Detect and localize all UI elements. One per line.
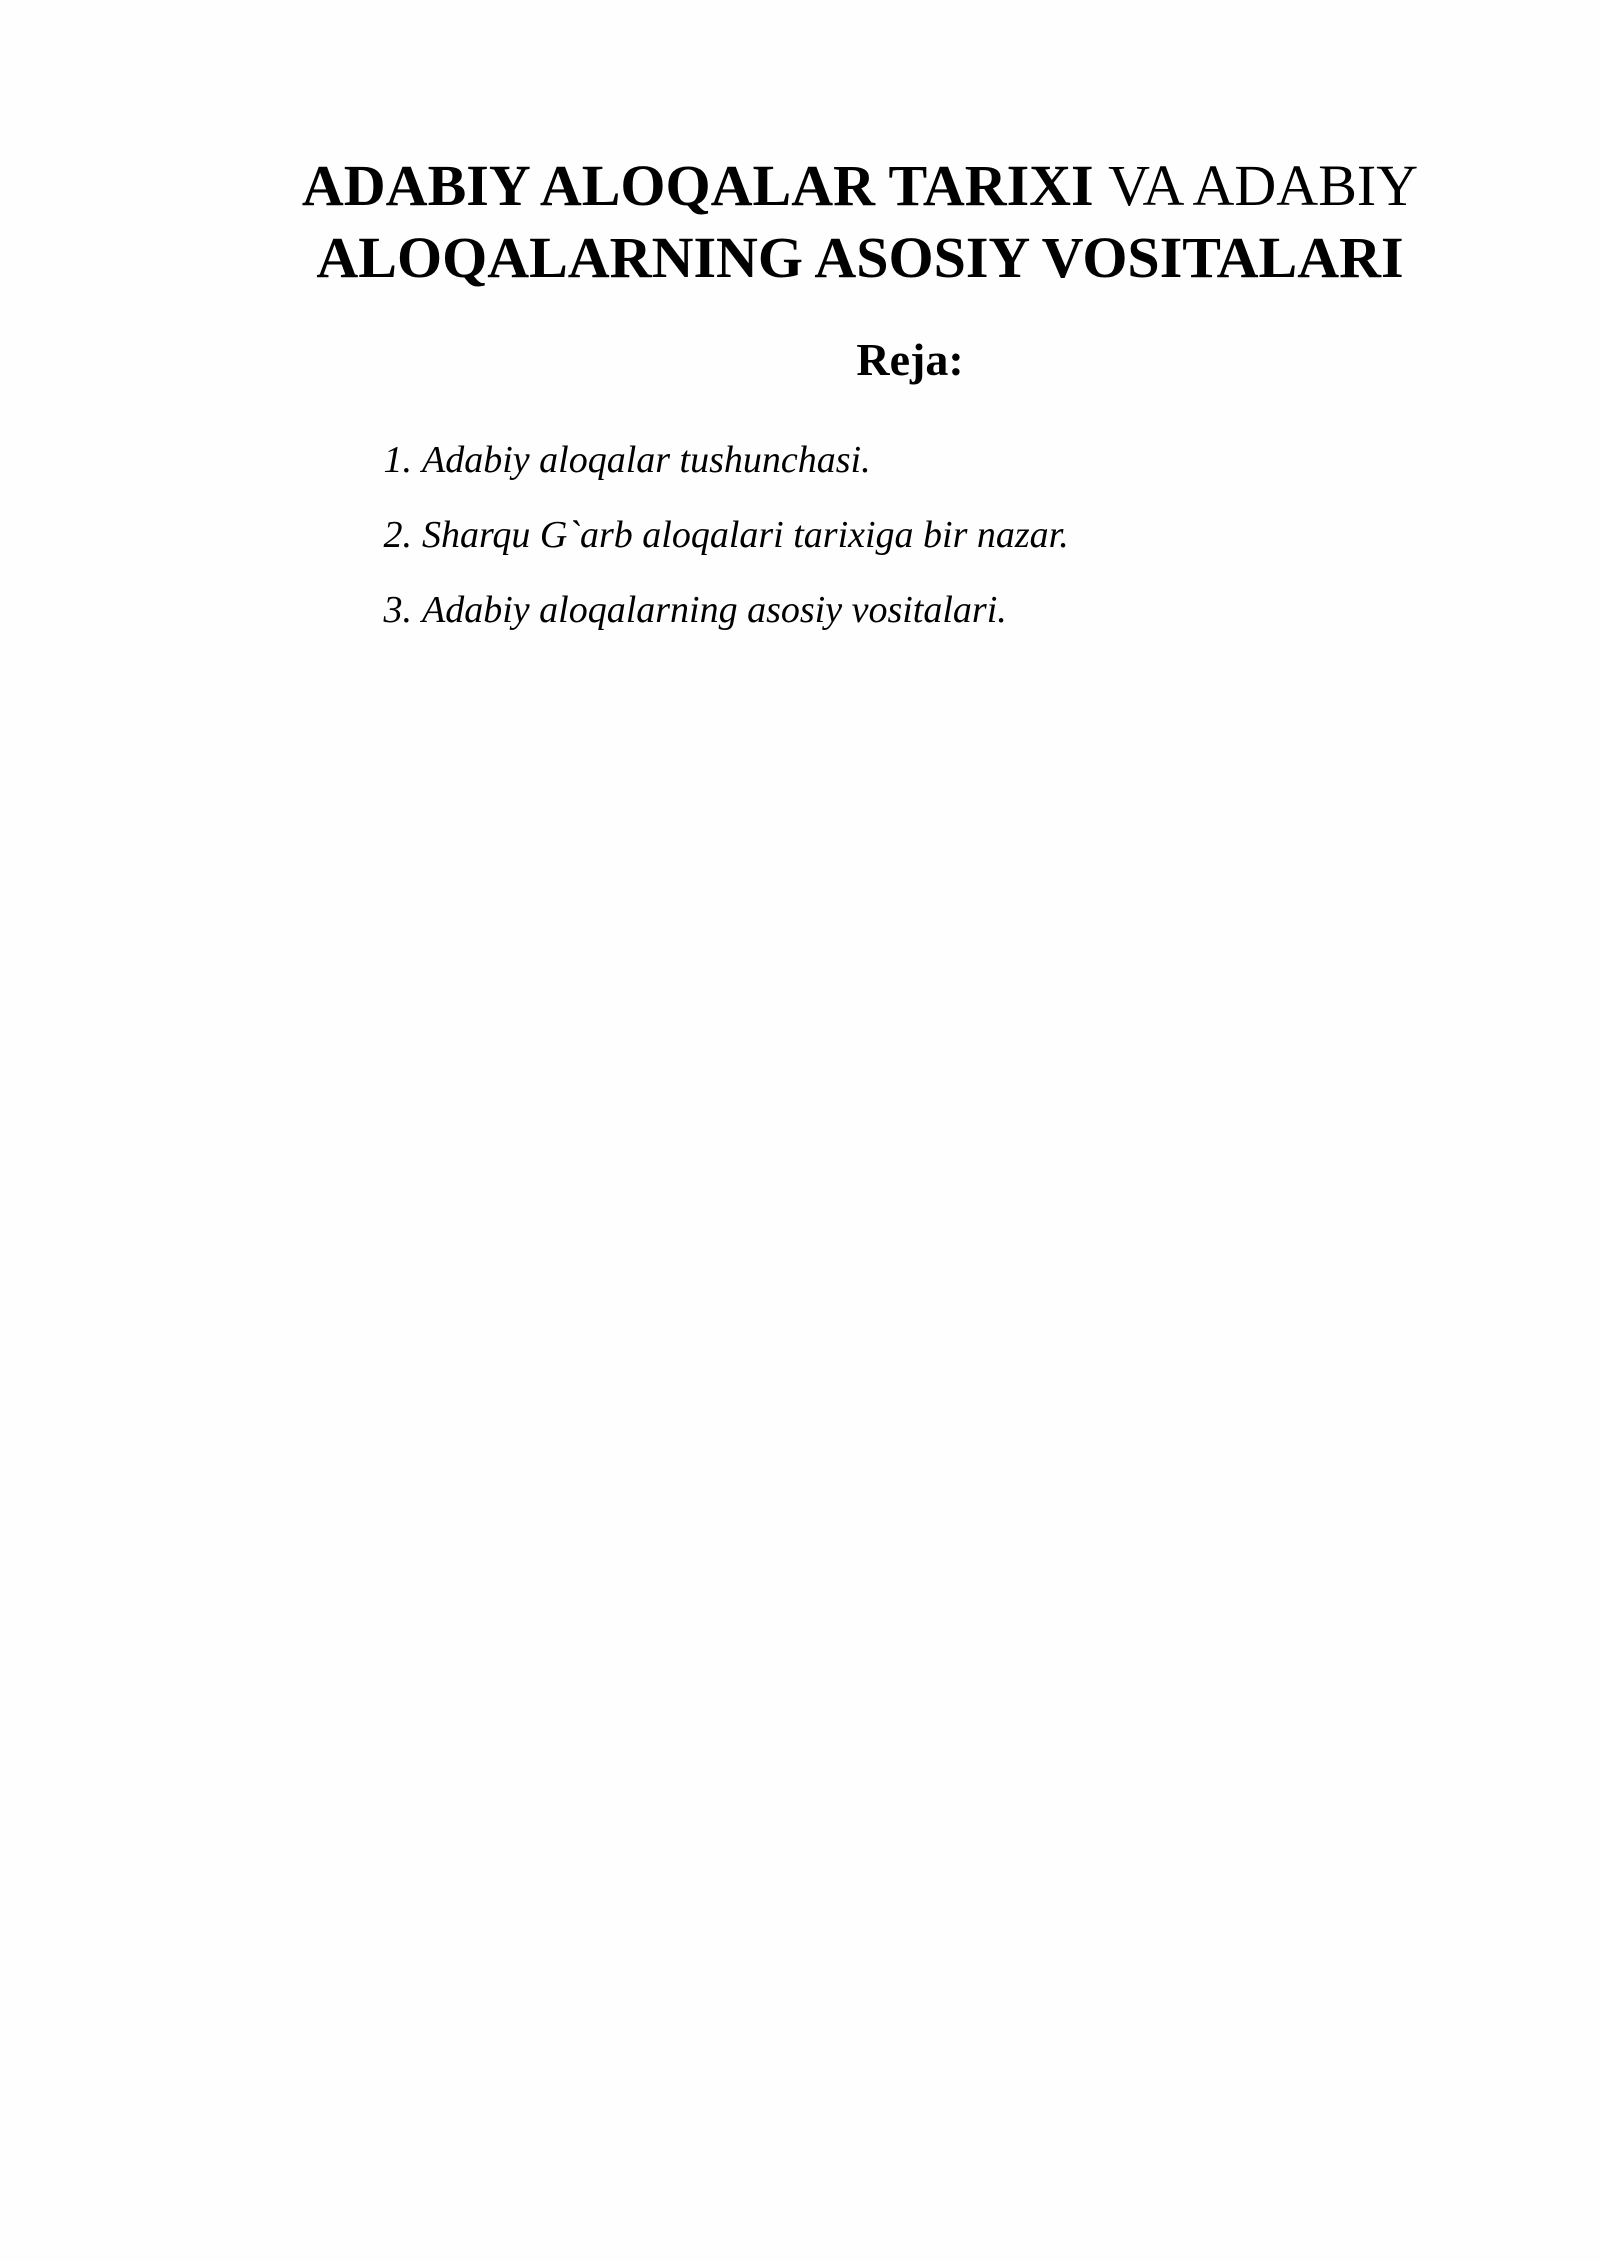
- document-title: [260, 150, 1460, 294]
- plan-list: [360, 435, 1360, 660]
- list-item-number: 3.: [383, 589, 412, 631]
- title-part-regular: VA ADABIY: [1108, 153, 1419, 218]
- list-item: [360, 585, 1360, 635]
- title-part-bold: ADABIY ALOQALAR TARIXI: [301, 153, 1094, 218]
- list-item: [360, 510, 1360, 560]
- plan-heading: Reja:: [856, 334, 964, 385]
- list-item-text: Adabiy aloqalar tushunchasi.: [422, 439, 871, 481]
- list-item-number: 1.: [383, 439, 412, 481]
- title-second-line: ALOQALARNING ASOSIY VOSITALARI: [316, 225, 1404, 290]
- list-item: [360, 435, 1360, 485]
- list-item-number: 2.: [383, 514, 412, 556]
- list-item-text: Adabiy aloqalarning asosiy vositalari.: [422, 589, 1007, 631]
- list-item-text: Sharqu G`arb aloqalari tarixiga bir nazar.: [422, 514, 1069, 556]
